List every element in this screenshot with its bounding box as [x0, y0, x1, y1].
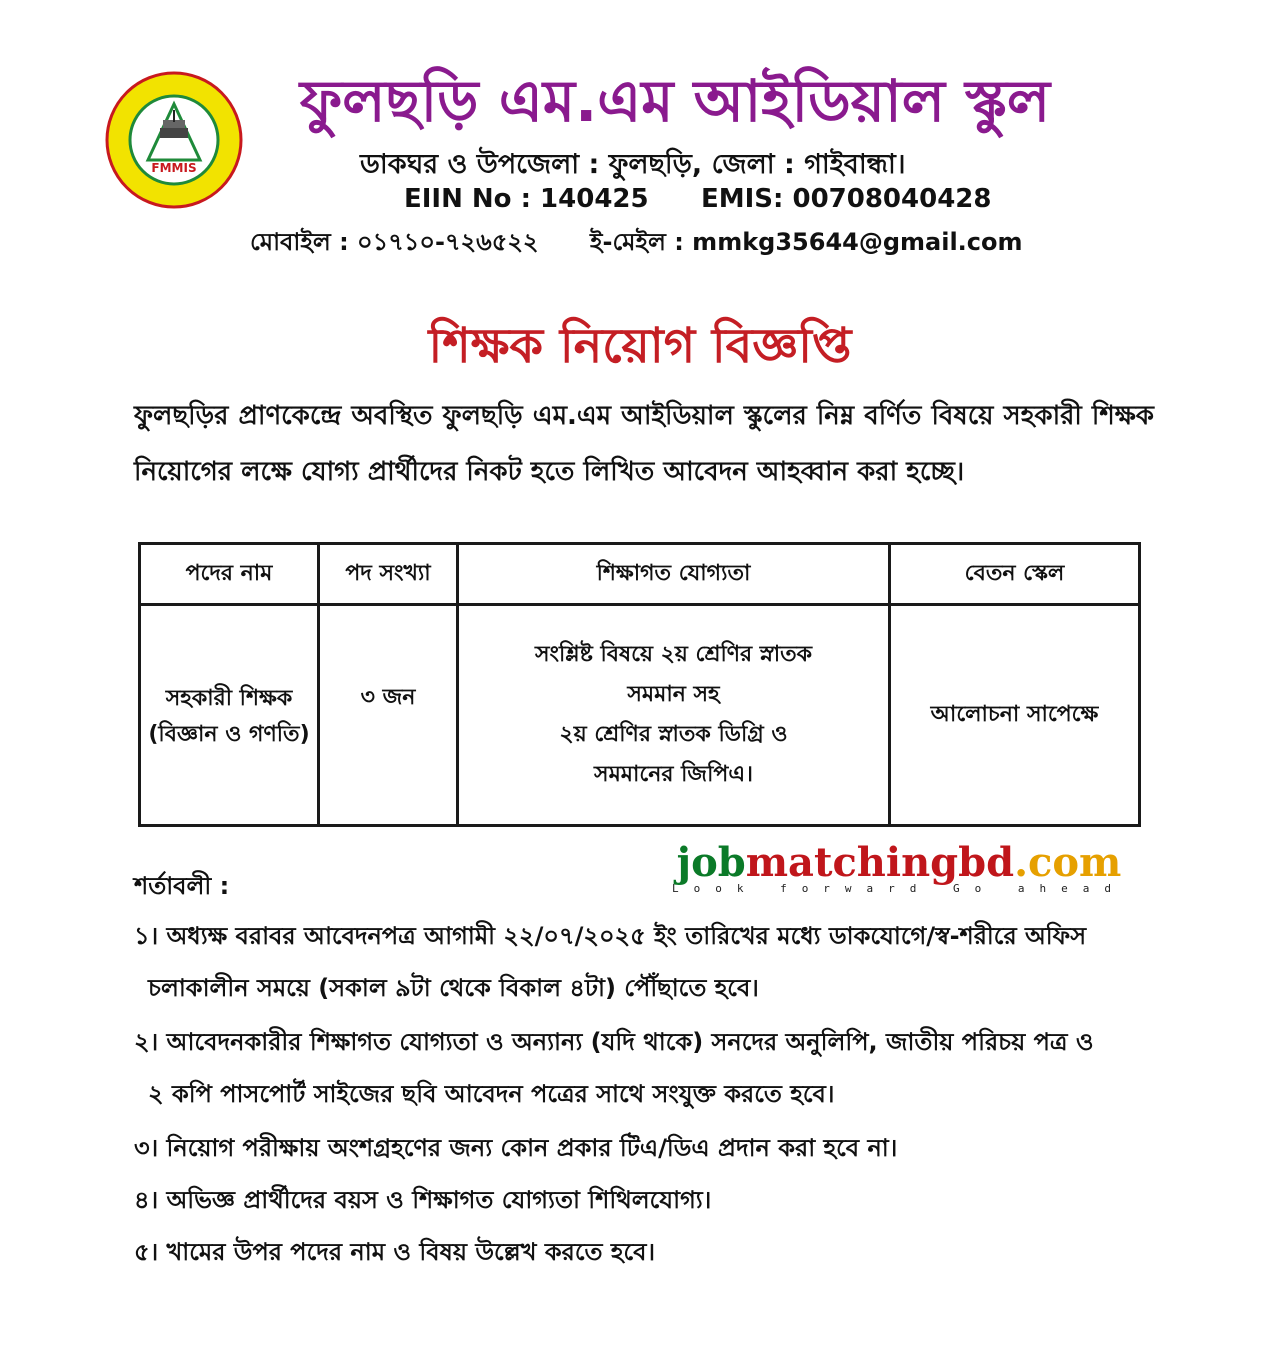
school-address: ডাকঘর ও উপজেলা : ফুলছড়ি, জেলা : গাইবান্ধা। — [360, 149, 906, 180]
header-post-count: পদ সংখ্যা — [319, 544, 458, 605]
header-post-name: পদের নাম — [140, 544, 319, 605]
post-subject-line: (বিজ্ঞান ও গণতি) — [148, 722, 310, 747]
logo-text: FMMIS — [151, 161, 197, 175]
cell-qualification — [458, 605, 890, 826]
email-address: ই-মেইল : mmkg35644@gmail.com — [590, 228, 1023, 256]
emis-number: EMIS: 00708040428 — [701, 184, 992, 214]
header-qualification: শিক্ষাগত যোগ্যতা — [458, 544, 890, 605]
terms-title: শর্তাবলী : — [134, 872, 230, 900]
school-logo — [104, 70, 244, 210]
term-5: ৫। খামের উপর পদের নাম ও বিষয় উল্লেখ করতে হবে। — [134, 1238, 656, 1266]
posts-table — [138, 542, 1141, 827]
school-seal-icon — [104, 70, 244, 210]
table-header-row — [140, 544, 1140, 605]
watermark-part-matchingbd: matchingbd — [745, 839, 1015, 886]
notice-title: শিক্ষক নিয়োগ বিজ্ঞপ্তি — [428, 318, 852, 374]
table-row — [140, 605, 1140, 826]
term-4: ৪। অভিজ্ঞ প্রার্থীদের বয়স ও শিক্ষাগত যোগ্যতা শিথিলযোগ্য। — [134, 1186, 712, 1214]
watermark-tagline: Look forward Go ahead — [671, 882, 1127, 895]
qualification-line-4: সমমানের জিপিএ। — [594, 762, 753, 787]
term-3: ৩। নিয়োগ পরীক্ষায় অংশগ্রহণের জন্য কোন প্রকার টিএ/ডিএ প্রদান করা হবে না। — [134, 1134, 898, 1162]
term-1-line-1: ১। অধ্যক্ষ বরাবর আবেদনপত্র আগামী ২২/০৭/২০২৫ ইং তারিখের মধ্যে ডাকযোগে/স্ব-শরীরে অফিস — [134, 922, 1087, 950]
term-2-line-1: ২। আবেদনকারীর শিক্ষাগত যোগ্যতা ও অন্যান্য (যদি থাকে) সনদের অনুলিপি, জাতীয় পরিচয় পত্র ও — [134, 1028, 1094, 1056]
qualification-line-3: ২য় শ্রেণির স্নাতক ডিগ্রি ও — [559, 722, 788, 747]
cell-salary-scale: আলোচনা সাপেক্ষে — [890, 605, 1140, 826]
term-1-line-2: চলাকালীন সময়ে (সকাল ৯টা থেকে বিকাল ৪টা) পৌঁছাতে হবে। — [148, 974, 759, 1002]
post-name-line: সহকারী শিক্ষক — [165, 686, 293, 711]
header-salary-scale: বেতন স্কেল — [890, 544, 1140, 605]
term-2-line-2: ২ কপি পাসপোর্ট সাইজের ছবি আবেদন পত্রের সাথে সংযুক্ত করতে হবে। — [148, 1080, 835, 1108]
mobile-number: মোবাইল : ০১৭১০-৭২৬৫২২ — [250, 228, 539, 256]
watermark-part-com: .com — [1014, 839, 1122, 886]
qualification-line-1: সংশ্লিষ্ট বিষয়ে ২য় শ্রেণির স্নাতক — [534, 642, 813, 667]
notice-intro: ফুলছড়ির প্রাণকেন্দ্রে অবস্থিত ফুলছড়ি এম.এম আইডিয়াল স্কুলের নিম্ন বর্ণিত বিষয়ে সহকারী শিক্ষক নিয়োগের লক্ষে যোগ্য প্রার্থীদের নিকট হতে লিখিত আবেদন আহব্বান করা হচ্ছে। — [134, 401, 1154, 487]
jobmatchingbd-watermark — [668, 839, 1130, 895]
cell-post-count: ৩ জন — [319, 605, 458, 826]
watermark-brand — [668, 839, 1130, 886]
eiin-number: EIIN No : 140425 — [404, 184, 649, 214]
school-name: ফুলছড়ি এম.এম আইডিয়াল স্কুল — [299, 67, 1051, 135]
cell-post-name — [140, 605, 319, 826]
watermark-part-job: job — [676, 839, 746, 886]
qualification-line-2: সমমান সহ — [627, 682, 720, 707]
